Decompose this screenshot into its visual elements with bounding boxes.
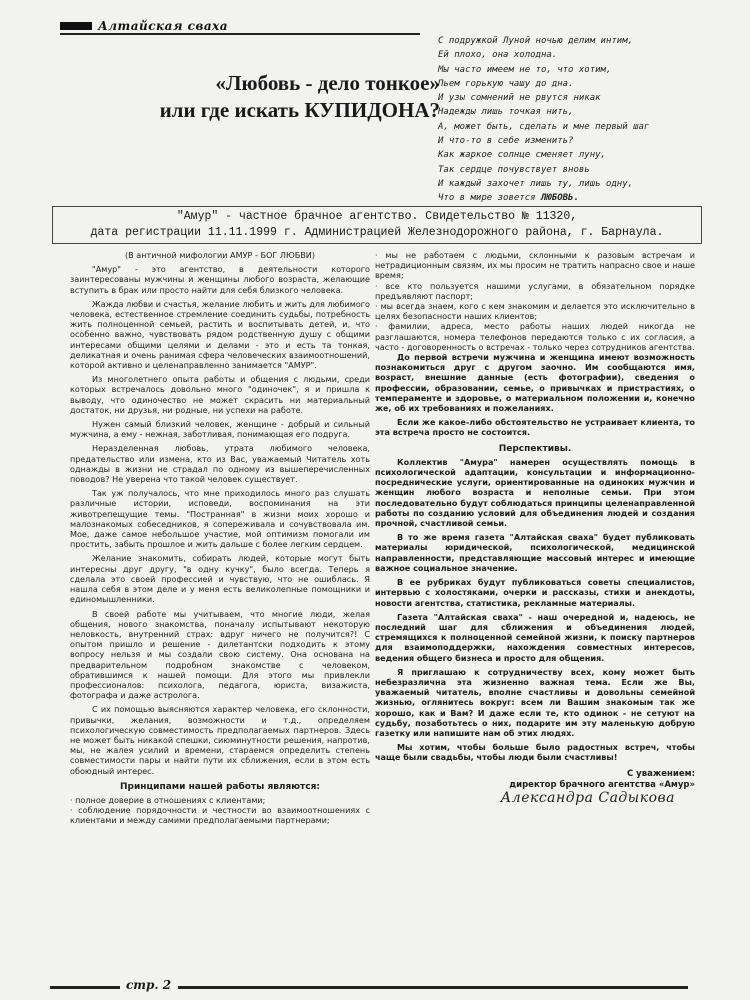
paragraph: Желание знакомить, собирать людей, которые могут быть интересны друг другу, "в одну кучку", было всегда. Теперь я сделала это своей профессией и чувствую, что не ошиблась. Я нашла себя в этом деле и у меня есть великолепные помощники и единомышленники.	[70, 553, 370, 605]
principle-item: · фамилии, адреса, место работы наших людей никогда не разглашаются, номера телефонов передаются только с их согласия, а часто - договоренность о встречах - только через сотрудников агентства.	[375, 321, 695, 352]
poem-love-word: ЛЮБОВЬ.	[540, 193, 579, 204]
footer-rule-left	[50, 986, 120, 989]
signature: Александра Садыкова	[500, 789, 675, 806]
principle-item: · соблюдение порядочности и честности во взаимоотношениях с клиентами и между самими предполагаемыми партнерами;	[70, 805, 370, 826]
poem-last-line-text: Что в мире зовется	[438, 193, 541, 204]
masthead-title: Алтайская сваха	[98, 19, 229, 33]
poem-line: И узы сомнений не рвутся никак	[438, 93, 601, 104]
perspectives-heading: Перспективы.	[498, 443, 572, 454]
paragraph: До первой встречи мужчина и женщина имеют возможность познакомиться друг с другом заочно. Им сообщаются имя, возраст, внешние данные (есть фотографии), сведения о профессии, образовании, семье, о привычках и пристрастиях, о темпераменте и здоровье, о материальном положении и, конечно же, об их требованиях и пожеланиях.	[375, 352, 695, 414]
paragraph: С их помощью выясняются характер человека, его склонности, привычки, желания, возможности и т.д., определяем психологическую совместимость предполагаемых партнеров. Здесь не может быть никакой спешки, сиюминутности решения, напротив, мы, не жалея усилий и времени, стараемся определить степень совместимости пары и найти пути их сближения, если в этом есть обоюдный интерес.	[70, 704, 370, 776]
mythology-note: (В античной мифологии АМУР - БОГ ЛЮБВИ)	[124, 250, 316, 260]
poem-line: Мы часто имеем не то, что хотим,	[438, 64, 612, 75]
principles-heading: Принципами нашей работы являются:	[120, 781, 320, 792]
headline	[150, 70, 440, 124]
headline-cupid: КУПИДОНА?	[304, 98, 440, 122]
registration-box	[52, 206, 702, 244]
masthead	[60, 14, 228, 38]
principle-item: · мы не работаем с людьми, склонными к разовым встречам и нетрадиционным связям, их мы просим не тратить напрасно свое и наше время;	[375, 250, 695, 281]
paragraph: Из многолетнего опыта работы и общения с людьми, среди которых встречалось довольно много "одиночек", я и пришла к выводу, что одиночество не может скрасить ни материальный достаток, ни друзья, ни родные, ни успехи на работе.	[70, 374, 370, 415]
poem-last-line	[438, 191, 738, 205]
paragraph: В ее рубриках будут публиковаться советы специалистов, интервью с холостяками, очерки и рассказы, стихи и анекдоты, новости агентства, статистика, рекламные материалы.	[375, 577, 695, 608]
poem-line: Надежды лишь точкая нить,	[438, 107, 574, 118]
poem-line: С подружкой Луной ночью делим интим,	[438, 36, 634, 46]
paragraph: Газета "Алтайская сваха" - наш очередной и, надеюсь, не последний шаг для сближения и объединения людей, стремящихся к полноценной семейной жизни, к поиску партнеров для взаимоподдержки, нахождения совместных интересов, ведения общего бизнеса и просто для общения.	[375, 611, 695, 663]
principle-item: · все кто пользуется нашими услугами, в обязательном порядке предъявляют паспорт;	[375, 280, 695, 301]
masthead-bar	[60, 22, 92, 30]
paragraph: Коллектив "Амура" намерен осуществлять помощь в психологической адаптации, консультации и информационно-посреднические услуги, ориентированные на одиноких мужчин и женщин любого возраста и неполные семьи. При этом последовательно будут соблюдаться принципы целенаправленной работы по созданию условий для объединения людей и создания прочной, счастливой семьи.	[375, 456, 695, 529]
headline-line-2	[150, 96, 440, 124]
poem-line: Ей плохо, она холодна.	[438, 50, 558, 61]
director-title: директор брачного агентства «Амур»	[509, 779, 695, 790]
paragraph: Так уж получалось, что мне приходилось много раз слушать различные истории, исповеди, воспоминания на эти животрепещущие темы. "Постранная" в жизни моих хорошо и малознакомых собеседников, я сопереживала и сочувствовала им. Мое, даже самое небольшое участие, мой оптимизм помогали им простить, забыть прошлое и жить дальше с более легким сердцем.	[70, 488, 370, 550]
paragraph: Нужен самый близкий человек, женщине - добрый и сильный мужчина, а ему - нежная, заботливая, понимающая его подруга.	[70, 419, 370, 440]
paragraph: "Амур" - это агентство, в деятельности которого заинтересованы мужчины и женщины любого возраста, желающие вступить в брак или просто найти для себя близкого человека.	[70, 264, 370, 295]
poem	[438, 34, 738, 206]
poem-line: Пьем горькую чашу до дна.	[438, 78, 574, 89]
signature-block	[375, 769, 695, 804]
poem-line: И каждый захочет лишь ту, лишь одну,	[438, 178, 634, 189]
poem-line: Так сердце почувствует вновь	[438, 164, 590, 175]
poem-line: И что-то в себе изменить?	[438, 136, 574, 147]
masthead-rule	[60, 33, 420, 35]
paragraph: Если же какое-либо обстоятельство не устраивает клиента, то эта встреча просто не состоится.	[375, 417, 695, 438]
poem-line: Как жаркое солнце сменяет луну,	[438, 150, 606, 161]
paragraph: Я приглашаю к сотрудничеству всех, кому может быть небезразлична эта жизненно важная тема. Если же Вы, уважаемый читатель, вполне счастливы и довольны семейной жизнью, оглянитесь вокруг: всем ли Вашим знакомым так же хорошо, как и Вам? И даже если те, кто одинок - не сетуют на судьбу, позаботьтесь о них, подарите им эту маленькую добрую газетку или напишите нам об этих людях.	[375, 666, 695, 738]
principle-item: · мы всегда знаем, кого с кем знакомим и делается это исключительно в целях безопасности наших клиентов;	[375, 301, 695, 322]
poem-line: А, может быть, сделать и мне первый шаг	[438, 121, 650, 132]
principle-item: · полное доверие в отношениях с клиентами;	[70, 794, 266, 805]
footer-rule-right	[178, 986, 688, 989]
registration-line-1: "Амур" - частное брачное агентство. Свидетельство № 11320,	[176, 210, 578, 223]
headline-line-2-text: или где искать	[159, 98, 305, 122]
regards-text: С уважением:	[626, 768, 695, 779]
paragraph: Неразделенная любовь, утрата любимого человека, предательство или измена, кто из Вас, уважаемый Читатель хоть однажды в жизни не страдал по одному из вышеперечисленных поводов? Не уверена что такой человек существует.	[70, 443, 370, 485]
registration-line-2: дата регистрации 11.11.1999 г. Администрацией Железнодорожного района, г. Барнаула.	[90, 226, 664, 239]
page-number: стр. 2	[126, 978, 172, 992]
paragraph: Жажда любви и счастья, желание любить и жить для любимого человека, естественное стремление соединить судьбы, потребность жить полноценной семьей, растить и воспитывать детей, и, что особенно важно, чувствовать рядом родственную душу с общими интересами общими целями и делами - это и есть та тонкая, деликатная и очень ранимая сфера человеческих взаимоотношений, которой активно и целенаправленно занимается "АМУР".	[70, 298, 370, 371]
page-footer	[50, 976, 690, 996]
headline-line-1: «Любовь - дело тонкое»	[215, 71, 440, 95]
paragraph: Мы хотим, чтобы больше было радостных встреч, чтобы чаще были свадьбы, чтобы люди были счастливы!	[375, 742, 695, 763]
article-column-left	[70, 250, 370, 826]
article-column-right	[375, 250, 695, 804]
paragraph: В то же время газета "Алтайская сваха" будет публиковать материалы юридической, психологической, медицинской направленности, представляющие массовый интерес и имеющие важное социальное значение.	[375, 532, 695, 573]
paragraph: В своей работе мы учитываем, что многие люди, желая общения, нового знакомства, поначалу испытывают некоторую неловкость, внутренний страх: вдруг ничего не получится?! С опытом пришло и решение - дилетантски подходить к этому вопросу нельзя и мы создали свою систему. Она основана на предварительном подробном знакомстве с человеком, обратившимся к нашей помощи. Для этого мы привлекли профессионалов: психолога, педагога, юриста, визажиста, фотографа и даже астролога.	[70, 608, 370, 701]
